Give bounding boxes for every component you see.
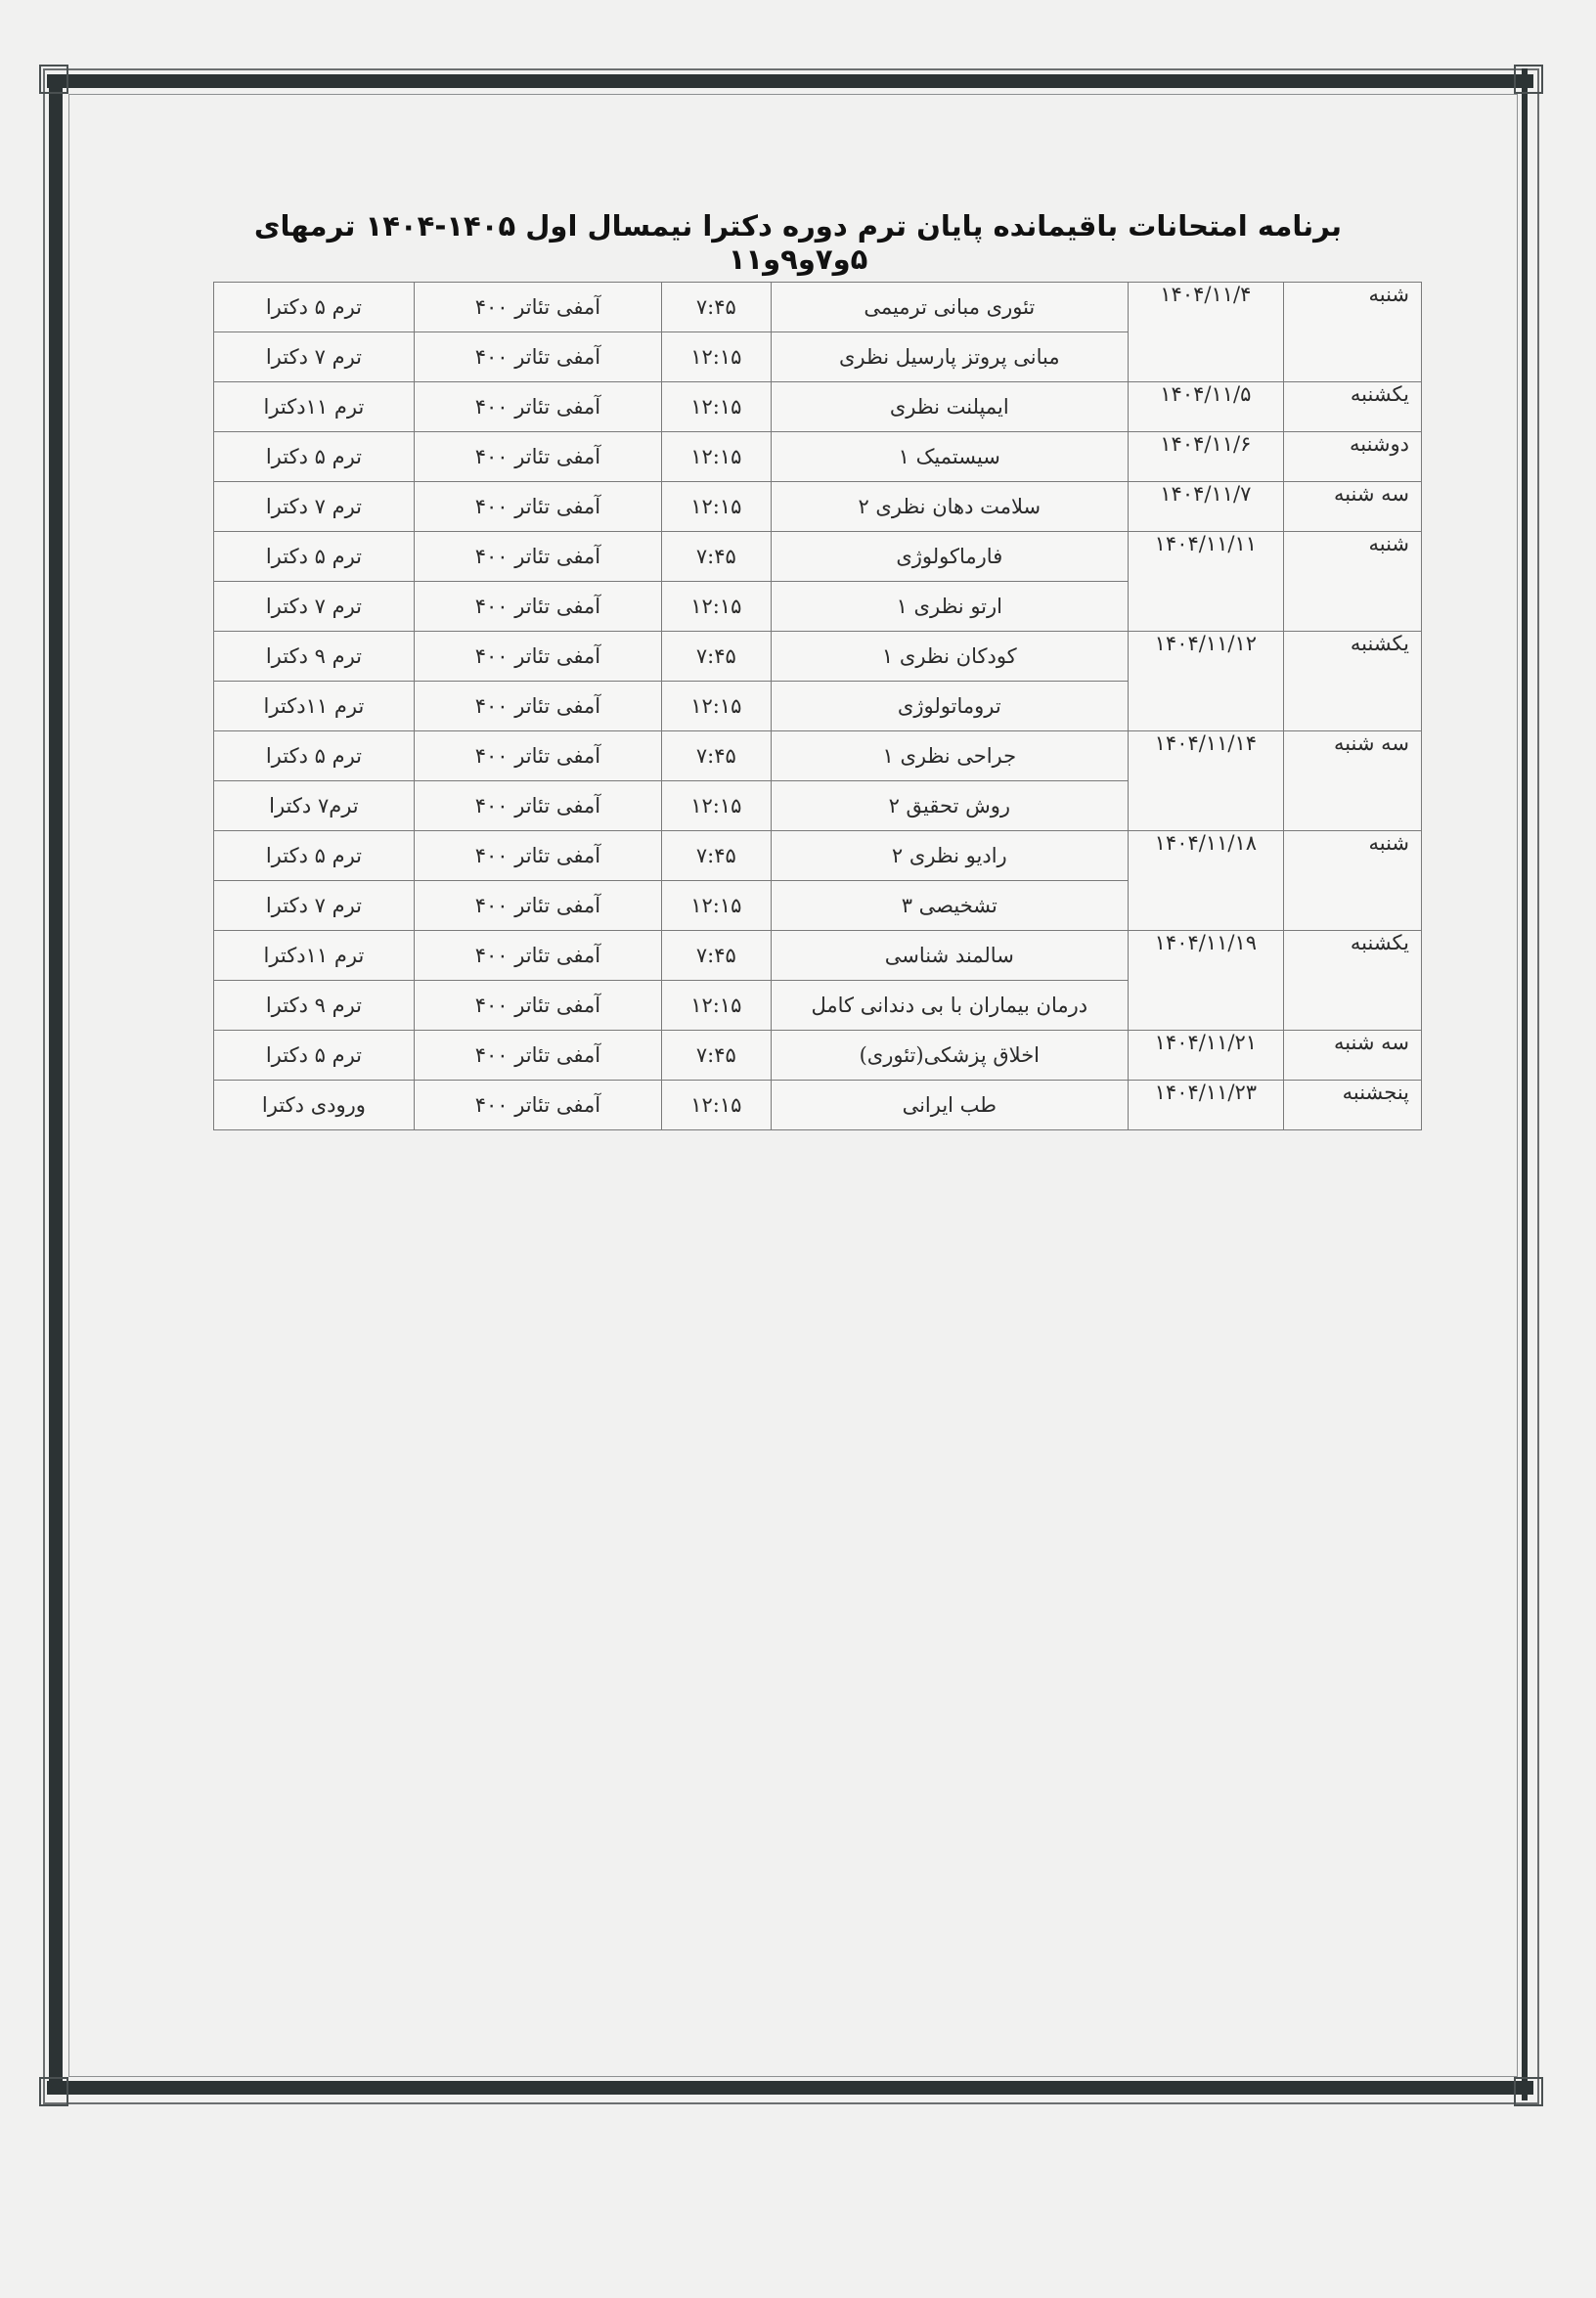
course-cell: اخلاق پزشکی(تئوری) bbox=[771, 1031, 1128, 1081]
place-cell: آمفی تئاتر ۴۰۰ bbox=[414, 283, 661, 332]
border-corner-ornament bbox=[1514, 65, 1543, 94]
date-cell: ۱۴۰۴/۱۱/۲۱ bbox=[1128, 1031, 1283, 1081]
date-cell: ۱۴۰۴/۱۱/۷ bbox=[1128, 482, 1283, 532]
course-cell: سلامت دهان نظری ۲ bbox=[771, 482, 1128, 532]
table-row bbox=[214, 432, 1422, 482]
place-cell: آمفی تئاتر ۴۰۰ bbox=[414, 831, 661, 881]
course-cell: جراحی نظری ۱ bbox=[771, 731, 1128, 781]
page-border-right bbox=[1522, 68, 1528, 2100]
time-cell: ۷:۴۵ bbox=[662, 632, 772, 682]
day-cell: یکشنبه bbox=[1283, 382, 1421, 432]
time-cell: ۱۲:۱۵ bbox=[662, 582, 772, 632]
time-cell: ۱۲:۱۵ bbox=[662, 981, 772, 1031]
date-cell: ۱۴۰۴/۱۱/۱۲ bbox=[1128, 632, 1283, 731]
time-cell: ۱۲:۱۵ bbox=[662, 881, 772, 931]
place-cell: آمفی تئاتر ۴۰۰ bbox=[414, 682, 661, 731]
term-cell: ترم ۹ دکترا bbox=[214, 632, 415, 682]
time-cell: ۷:۴۵ bbox=[662, 1031, 772, 1081]
page-title: برنامه امتحانات باقیمانده پایان ترم دوره دکترا نیمسال اول ۱۴۰۵-۱۴۰۴ ترمهای ۵و۷و۹و۱۱ bbox=[253, 209, 1343, 276]
course-cell: تئوری مبانی ترمیمی bbox=[771, 283, 1128, 332]
term-cell: ترم ۷ دکترا bbox=[214, 482, 415, 532]
place-cell: آمفی تئاتر ۴۰۰ bbox=[414, 532, 661, 582]
time-cell: ۱۲:۱۵ bbox=[662, 382, 772, 432]
table-row bbox=[214, 382, 1422, 432]
place-cell: آمفی تئاتر ۴۰۰ bbox=[414, 332, 661, 382]
date-cell: ۱۴۰۴/۱۱/۶ bbox=[1128, 432, 1283, 482]
date-cell: ۱۴۰۴/۱۱/۱۱ bbox=[1128, 532, 1283, 632]
term-cell: ترم ۵ دکترا bbox=[214, 731, 415, 781]
time-cell: ۱۲:۱۵ bbox=[662, 781, 772, 831]
term-cell: ترم ۹ دکترا bbox=[214, 981, 415, 1031]
time-cell: ۷:۴۵ bbox=[662, 731, 772, 781]
place-cell: آمفی تئاتر ۴۰۰ bbox=[414, 931, 661, 981]
term-cell: ترم ۵ دکترا bbox=[214, 532, 415, 582]
course-cell: روش تحقیق ۲ bbox=[771, 781, 1128, 831]
term-cell: ترم ۷ دکترا bbox=[214, 881, 415, 931]
date-cell: ۱۴۰۴/۱۱/۱۹ bbox=[1128, 931, 1283, 1031]
table-row bbox=[214, 1031, 1422, 1081]
day-cell: یکشنبه bbox=[1283, 632, 1421, 731]
place-cell: آمفی تئاتر ۴۰۰ bbox=[414, 432, 661, 482]
table-row bbox=[214, 931, 1422, 981]
place-cell: آمفی تئاتر ۴۰۰ bbox=[414, 731, 661, 781]
term-cell: ترم ۵ دکترا bbox=[214, 1031, 415, 1081]
time-cell: ۱۲:۱۵ bbox=[662, 1081, 772, 1130]
day-cell: سه شنبه bbox=[1283, 731, 1421, 831]
date-cell: ۱۴۰۴/۱۱/۱۸ bbox=[1128, 831, 1283, 931]
time-cell: ۱۲:۱۵ bbox=[662, 432, 772, 482]
place-cell: آمفی تئاتر ۴۰۰ bbox=[414, 1031, 661, 1081]
page-border-left bbox=[49, 76, 63, 2091]
page-border-bottom bbox=[47, 2081, 1533, 2095]
table-row bbox=[214, 632, 1422, 682]
table-row bbox=[214, 831, 1422, 881]
term-cell: ورودی دکترا bbox=[214, 1081, 415, 1130]
time-cell: ۷:۴۵ bbox=[662, 831, 772, 881]
term-cell: ترم ۷ دکترا bbox=[214, 332, 415, 382]
day-cell: شنبه bbox=[1283, 831, 1421, 931]
place-cell: آمفی تئاتر ۴۰۰ bbox=[414, 632, 661, 682]
course-cell: تروماتولوژی bbox=[771, 682, 1128, 731]
place-cell: آمفی تئاتر ۴۰۰ bbox=[414, 582, 661, 632]
term-cell: ترم۷ دکترا bbox=[214, 781, 415, 831]
term-cell: ترم ۵ دکترا bbox=[214, 283, 415, 332]
time-cell: ۷:۴۵ bbox=[662, 532, 772, 582]
course-cell: تشخیصی ۳ bbox=[771, 881, 1128, 931]
date-cell: ۱۴۰۴/۱۱/۵ bbox=[1128, 382, 1283, 432]
day-cell: پنجشنبه bbox=[1283, 1081, 1421, 1130]
place-cell: آمفی تئاتر ۴۰۰ bbox=[414, 382, 661, 432]
exam-schedule-table bbox=[213, 282, 1422, 1130]
day-cell: سه شنبه bbox=[1283, 482, 1421, 532]
course-cell: فارماکولوژی bbox=[771, 532, 1128, 582]
course-cell: طب ایرانی bbox=[771, 1081, 1128, 1130]
course-cell: ارتو نظری ۱ bbox=[771, 582, 1128, 632]
table-row bbox=[214, 532, 1422, 582]
date-cell: ۱۴۰۴/۱۱/۴ bbox=[1128, 283, 1283, 382]
term-cell: ترم ۱۱دکترا bbox=[214, 382, 415, 432]
course-cell: درمان بیماران با بی دندانی کامل bbox=[771, 981, 1128, 1031]
day-cell: سه شنبه bbox=[1283, 1031, 1421, 1081]
term-cell: ترم ۵ دکترا bbox=[214, 432, 415, 482]
border-corner-ornament bbox=[39, 65, 68, 94]
table-row bbox=[214, 731, 1422, 781]
time-cell: ۱۲:۱۵ bbox=[662, 682, 772, 731]
table-row bbox=[214, 283, 1422, 332]
course-cell: کودکان نظری ۱ bbox=[771, 632, 1128, 682]
time-cell: ۷:۴۵ bbox=[662, 931, 772, 981]
table-row bbox=[214, 1081, 1422, 1130]
date-cell: ۱۴۰۴/۱۱/۲۳ bbox=[1128, 1081, 1283, 1130]
place-cell: آمفی تئاتر ۴۰۰ bbox=[414, 781, 661, 831]
time-cell: ۱۲:۱۵ bbox=[662, 332, 772, 382]
place-cell: آمفی تئاتر ۴۰۰ bbox=[414, 881, 661, 931]
place-cell: آمفی تئاتر ۴۰۰ bbox=[414, 482, 661, 532]
course-cell: سالمند شناسی bbox=[771, 931, 1128, 981]
course-cell: مبانی پروتز پارسیل نظری bbox=[771, 332, 1128, 382]
day-cell: شنبه bbox=[1283, 283, 1421, 382]
course-cell: سیستمیک ۱ bbox=[771, 432, 1128, 482]
table-row bbox=[214, 482, 1422, 532]
term-cell: ترم ۱۱دکترا bbox=[214, 682, 415, 731]
place-cell: آمفی تئاتر ۴۰۰ bbox=[414, 981, 661, 1031]
term-cell: ترم ۷ دکترا bbox=[214, 582, 415, 632]
course-cell: ایمپلنت نظری bbox=[771, 382, 1128, 432]
border-corner-ornament bbox=[1514, 2077, 1543, 2106]
day-cell: یکشنبه bbox=[1283, 931, 1421, 1031]
border-corner-ornament bbox=[39, 2077, 68, 2106]
place-cell: آمفی تئاتر ۴۰۰ bbox=[414, 1081, 661, 1130]
term-cell: ترم ۵ دکترا bbox=[214, 831, 415, 881]
page-border-top bbox=[47, 74, 1533, 88]
day-cell: دوشنبه bbox=[1283, 432, 1421, 482]
course-cell: رادیو نظری ۲ bbox=[771, 831, 1128, 881]
day-cell: شنبه bbox=[1283, 532, 1421, 632]
time-cell: ۷:۴۵ bbox=[662, 283, 772, 332]
date-cell: ۱۴۰۴/۱۱/۱۴ bbox=[1128, 731, 1283, 831]
time-cell: ۱۲:۱۵ bbox=[662, 482, 772, 532]
term-cell: ترم ۱۱دکترا bbox=[214, 931, 415, 981]
